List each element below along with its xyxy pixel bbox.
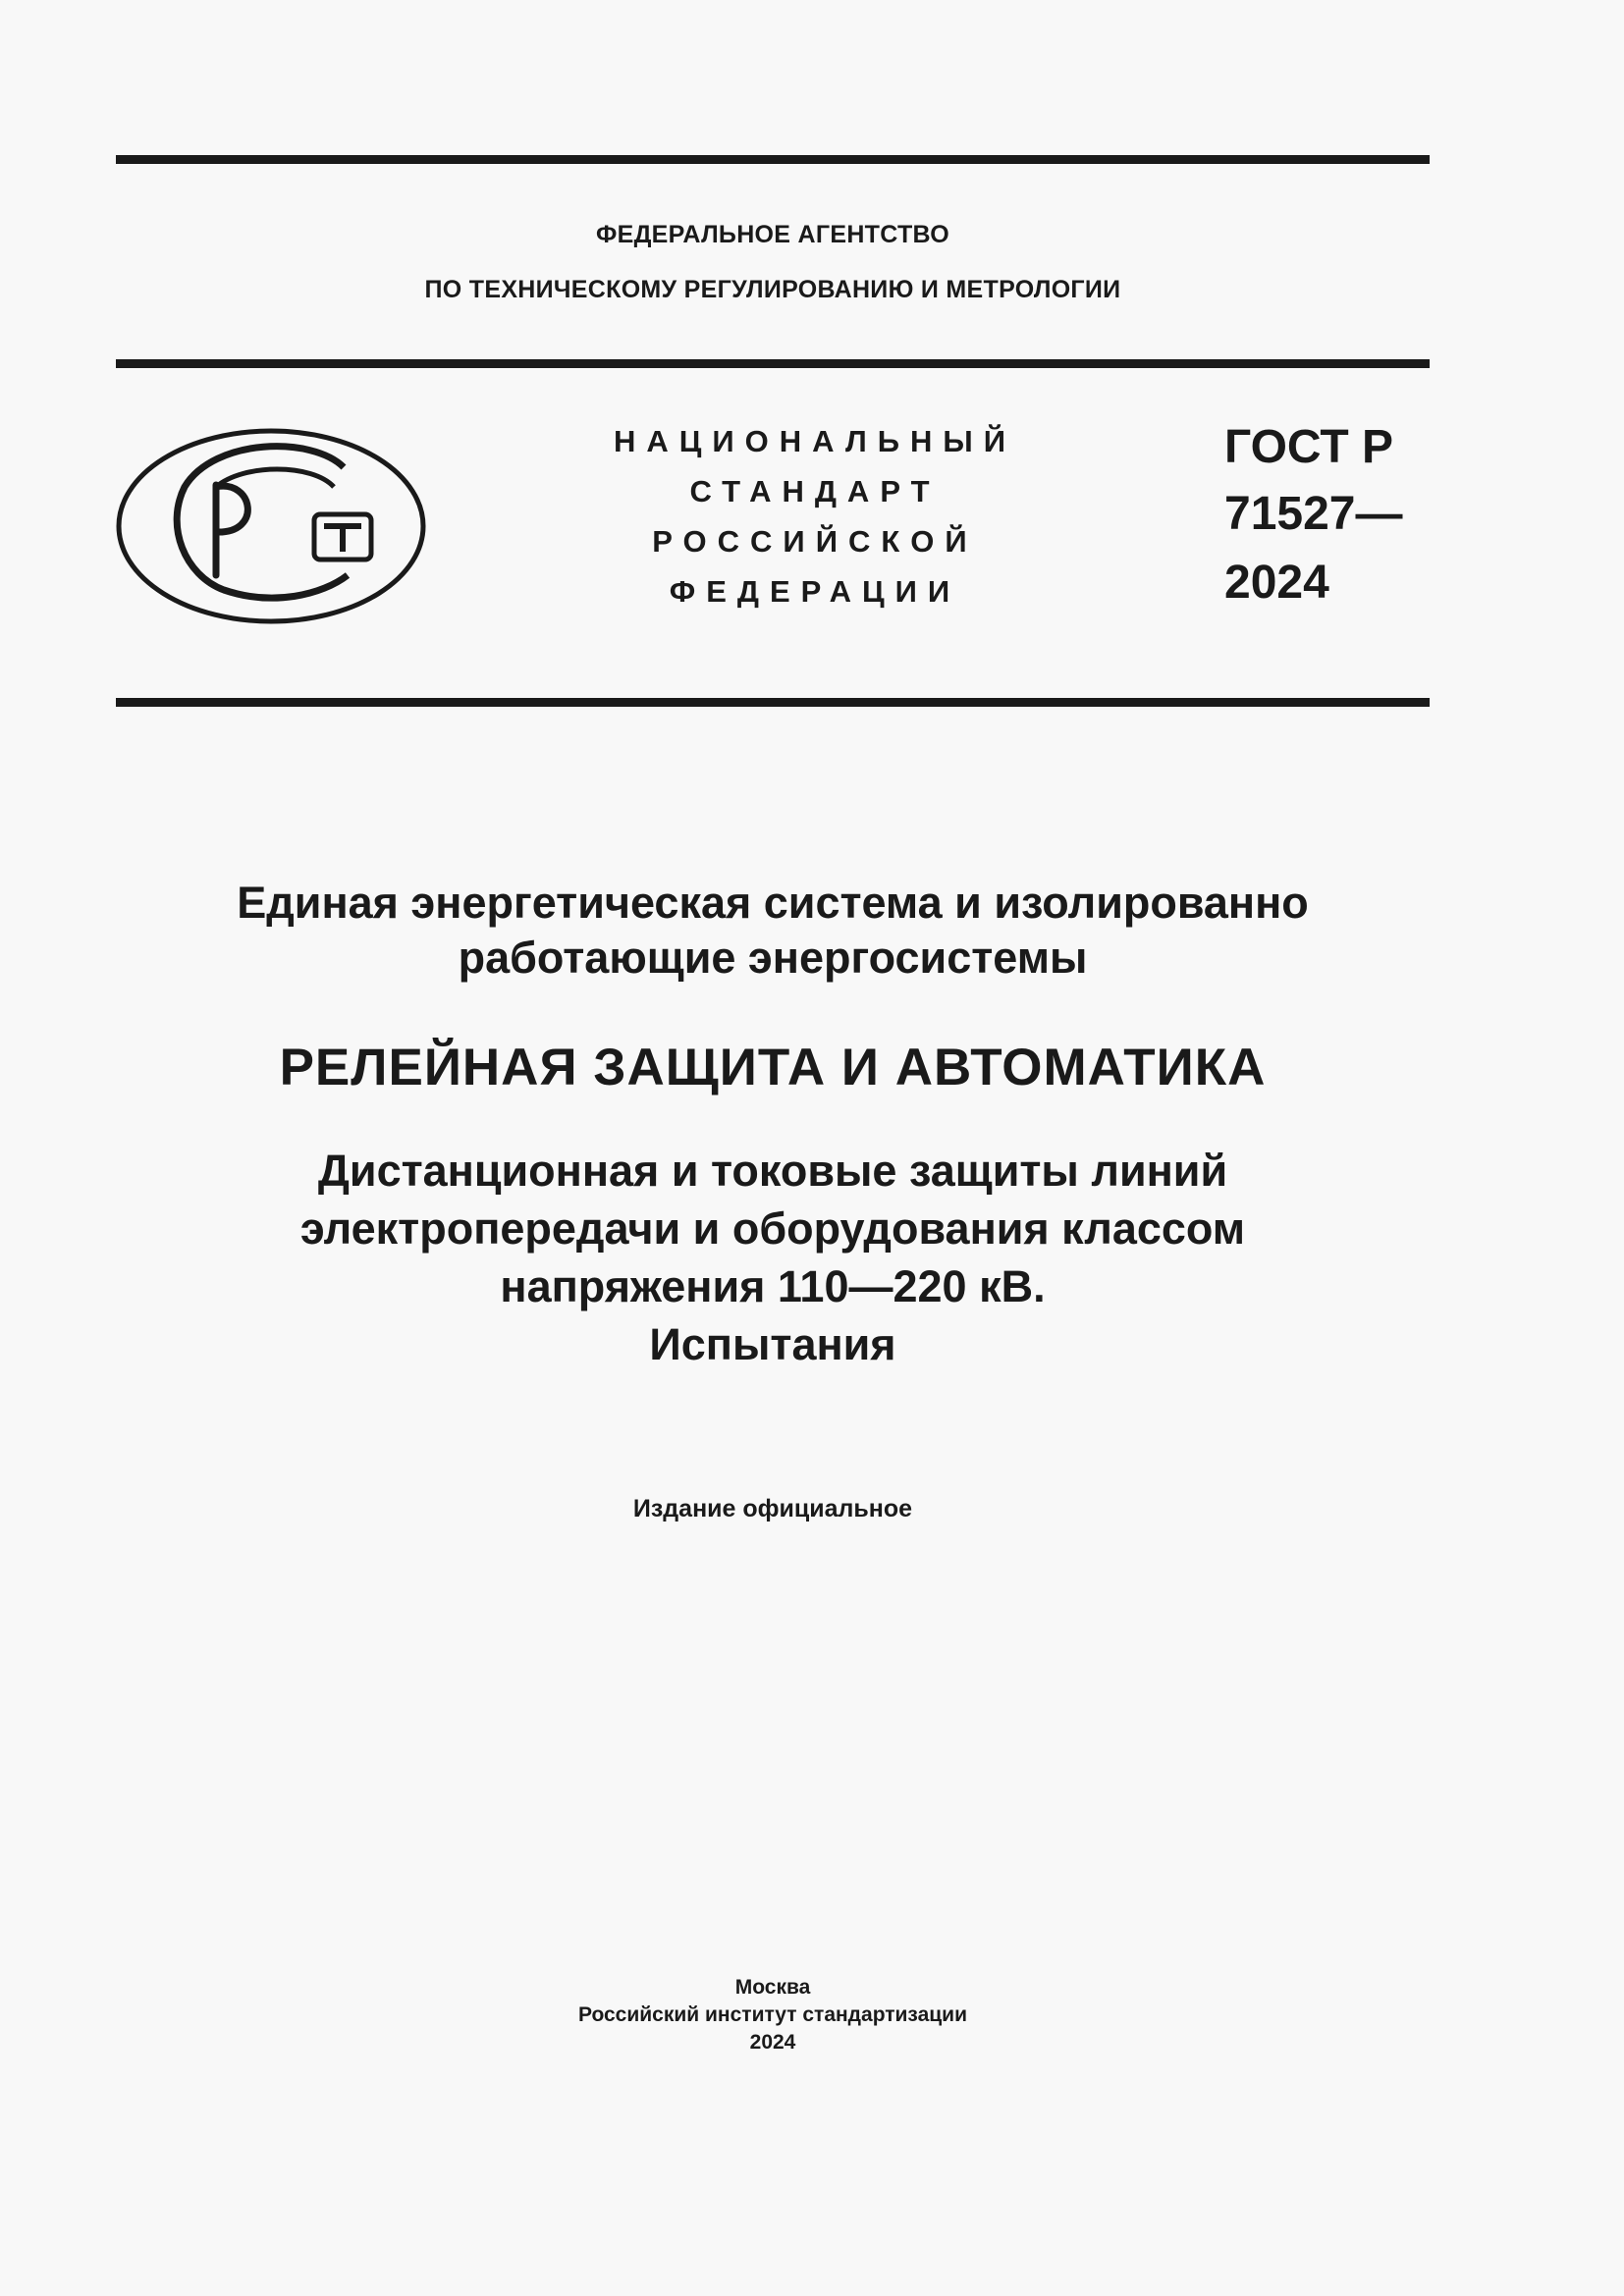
agency-name-line-2: ПО ТЕХНИЧЕСКОМУ РЕГУЛИРОВАНИЮ И МЕТРОЛОГИИ xyxy=(424,276,1121,303)
agency-name-line-1: ФЕДЕРАЛЬНОЕ АГЕНТСТВО xyxy=(595,221,950,248)
imprint-year: 2024 xyxy=(749,2031,796,2054)
title-main-line-2: работающие энергосистемы xyxy=(458,933,1088,983)
standard-type-line-4: ФЕДЕРАЦИИ xyxy=(669,574,961,609)
header-bottom-rule xyxy=(116,698,1430,707)
subtitle-line-3: напряжения 110—220 кВ. xyxy=(500,1261,1046,1311)
subtitle-line-2: электропередачи и оборудования классом xyxy=(299,1203,1246,1254)
document-title-caps: РЕЛЕЙНАЯ ЗАЩИТА И АВТОМАТИКА xyxy=(279,1039,1267,1096)
standard-type-line-1: НАЦИОНАЛЬНЫЙ xyxy=(613,424,1017,458)
rst-conformity-mark-icon xyxy=(116,428,426,624)
imprint-publisher: Российский институт стандартизации xyxy=(577,2003,968,2026)
imprint-city: Москва xyxy=(734,1976,811,1999)
subtitle-line-4: Испытания xyxy=(649,1319,896,1369)
standard-type-line-3: РОССИЙСКОЙ xyxy=(652,524,978,559)
edition-note: Издание официальное xyxy=(632,1495,913,1522)
standard-type-line-2: СТАНДАРТ xyxy=(689,474,941,508)
subtitle-line-1: Дистанционная и токовые защиты линий xyxy=(317,1146,1228,1196)
designation-line-2: 71527— xyxy=(1224,488,1403,540)
document-subtitle xyxy=(116,1142,1430,1373)
designation-line-3: 2024 xyxy=(1224,557,1329,609)
header-rule xyxy=(116,359,1430,368)
document-title-main xyxy=(116,876,1430,986)
designation-line-1: ГОСТ Р xyxy=(1224,421,1394,473)
imprint xyxy=(116,1974,1430,2056)
title-main-line-1: Единая энергетическая система и изолированно xyxy=(237,878,1309,928)
top-rule xyxy=(116,155,1430,164)
